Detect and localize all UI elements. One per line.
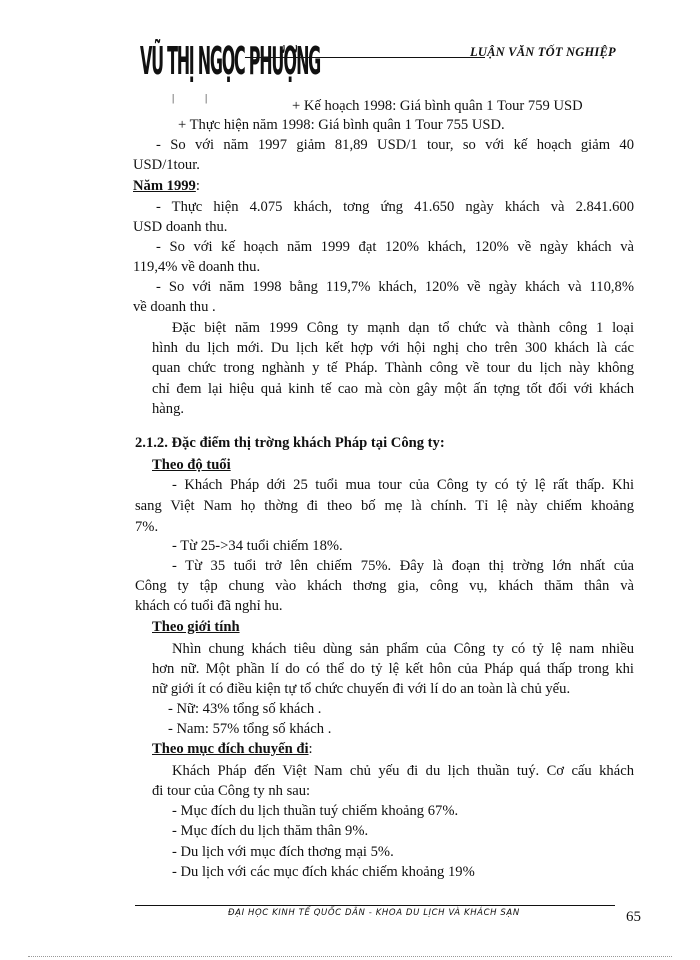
page-number: 65 (626, 909, 641, 925)
subheading-gender: Theo giới tính (152, 619, 240, 635)
text-line: 7%. (135, 519, 159, 535)
text-line: + Thực hiện năm 1998: Giá bình quân 1 Tour 755 USD. (178, 117, 505, 133)
text-line: - Từ 35 tuổi trở lên chiếm 75%. Đây là đoạn thị trờng lớn nhất của (172, 558, 634, 574)
text-line: - Du lịch với mục đích thơng mại 5%. (172, 844, 394, 860)
text-line: Nhìn chung khách tiêu dùng sản phẩm của Công ty có tỷ lệ nam nhiều (172, 641, 634, 657)
page-bottom-border (28, 956, 672, 957)
section-heading-1999 (133, 177, 200, 195)
header-rule (245, 57, 485, 58)
text-line: sang Việt Nam họ thờng đi theo bố mẹ là chính. Tỉ lệ này chiếm khoảng (135, 498, 634, 514)
text-line: - Nam: 57% tổng số khách . (168, 721, 332, 737)
text-line: - Du lịch với các mục đích khác chiếm khoảng 19% (172, 864, 475, 880)
text-line: Khách Pháp đến Việt Nam chủ yếu đi du lịch thuần tuý. Cơ cấu khách (172, 763, 634, 779)
text-line: - Mục đích du lịch thuần tuý chiếm khoảng 67%. (172, 803, 459, 819)
text-line: - Thực hiện 4.075 khách, tơng ứng 41.650 ngày khách và 2.841.600 (156, 199, 634, 215)
text-line: hàng. (152, 401, 185, 417)
text-line: nữ giới ít có điều kiện tự tổ chức chuyến đi với lí do an toàn là chủ yếu. (152, 681, 571, 697)
author-logo: VŨ THỊ NGỌC PHƯỢNG (140, 39, 321, 83)
text-line: USD/1tour. (133, 157, 200, 173)
text-line: về doanh thu . (133, 299, 216, 315)
text-line: + Kế hoạch 1998: Giá bình quân 1 Tour 759 USD (292, 98, 583, 114)
text-line: Công ty tập chung vào khách thơng gia, công vụ, khách thăm thân và (135, 578, 634, 594)
heading-text: Năm 1999 (133, 178, 196, 194)
text-line: - Khách Pháp dới 25 tuổi mua tour của Công ty có tỷ lệ rất thấp. Khi (172, 477, 634, 493)
footer-institution: ĐẠI HỌC KINH TẾ QUỐC DÂN - KHOA DU LỊCH VÀ KHÁCH SẠN (228, 908, 520, 918)
subheading-purpose (152, 740, 313, 758)
text-line: khách có tuổi đã nghỉ hu. (135, 598, 283, 614)
subheading-age: Theo độ tuổi (152, 457, 231, 473)
text-line: quan chức trong nghành y tế Pháp. Thành công về tour du lịch này không (152, 360, 634, 376)
text-line: - So với kế hoạch năm 1999 đạt 120% khách, 120% về ngày khách và (156, 239, 634, 255)
footer-rule (135, 905, 615, 906)
heading-colon: : (308, 741, 313, 757)
text-line: - So với năm 1998 bằng 119,7% khách, 120% về ngày khách và 110,8% (156, 279, 634, 295)
section-heading-2-1-2: 2.1.2. Đặc điểm thị trờng khách Pháp tại Công ty: (135, 435, 445, 451)
text-line: - Nữ: 43% tổng số khách . (168, 701, 322, 717)
text-line: USD doanh thu. (133, 219, 228, 235)
text-line: chỉ đem lại hiệu quả kinh tế cao mà còn gây một ấn tợng tốt đối với khách (152, 381, 634, 397)
text-line: Đặc biệt năm 1999 Công ty mạnh dạn tổ chức và thành công 1 loại (172, 320, 634, 336)
heading-text: Theo mục đích chuyến đi (152, 741, 309, 757)
heading-colon: : (195, 178, 200, 194)
text-line: hơn nữ. Một phần lí do có thể do tỷ lệ kết hôn của Pháp quá thấp trong khi (152, 661, 634, 677)
text-line: 119,4% về doanh thu. (133, 259, 261, 275)
header-title: LUẬN VĂN TỐT NGHIỆP (470, 45, 616, 59)
text-line: đi tour của Công ty nh sau: (152, 783, 311, 799)
text-line: - Mục đích du lịch thăm thân 9%. (172, 823, 369, 839)
text-line: - So với năm 1997 giảm 81,89 USD/1 tour, so với kế hoạch giảm 40 (156, 137, 634, 153)
header-tick-marks: | | (172, 92, 222, 104)
text-line: hình du lịch mới. Du lịch kết hợp với hội nghị cho trên 300 khách là các (152, 340, 634, 356)
text-line: - Từ 25->34 tuổi chiếm 18%. (172, 538, 343, 554)
